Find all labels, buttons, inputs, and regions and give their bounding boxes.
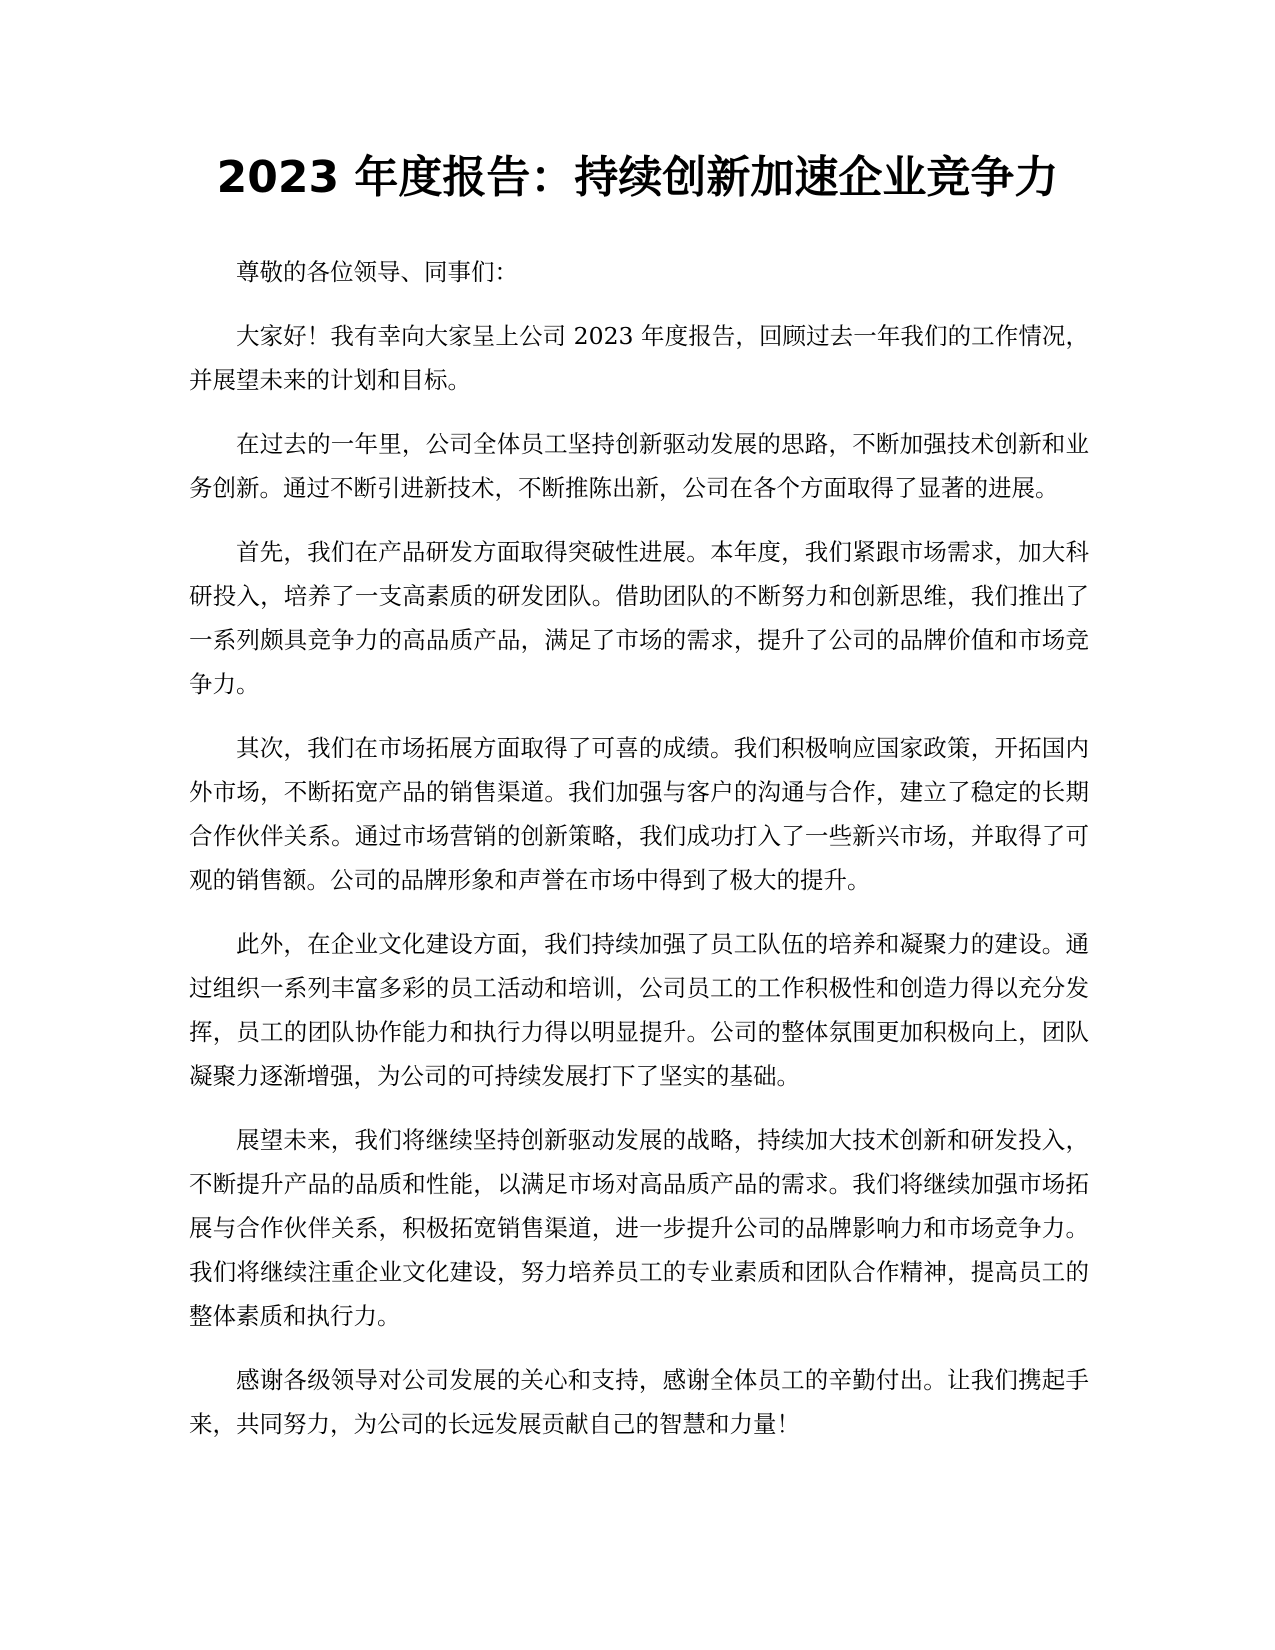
paragraph-overview: 在过去的一年里，公司全体员工坚持创新驱动发展的思路，不断加强技术创新和业务创新。通过不断引进新技术，不断推陈出新，公司在各个方面取得了显著的进展。	[189, 430, 1089, 502]
document-body	[189, 250, 1089, 1466]
paragraph-greeting: 大家好！我有幸向大家呈上公司 2023 年度报告，回顾过去一年我们的工作情况，并展望未来的计划和目标。	[189, 322, 1089, 394]
paragraph-market-expansion: 其次，我们在市场拓展方面取得了可喜的成绩。我们积极响应国家政策，开拓国内外市场，不断拓宽产品的销售渠道。我们加强与客户的沟通与合作，建立了稳定的长期合作伙伴关系。通过市场营销的创新策略，我们成功打入了一些新兴市场，并取得了可观的销售额。公司的品牌形象和声誉在市场中得到了极大的提升。	[189, 734, 1089, 894]
paragraph-salutation: 尊敬的各位领导、同事们：	[236, 258, 518, 286]
document-title: 2023 年度报告：持续创新加速企业竞争力	[216, 152, 1059, 203]
paragraph-outlook: 展望未来，我们将继续坚持创新驱动发展的战略，持续加大技术创新和研发投入，不断提升产品的品质和性能，以满足市场对高品质产品的需求。我们将继续加强市场拓展与合作伙伴关系，积极拓宽销售渠道，进一步提升公司的品牌影响力和市场竞争力。我们将继续注重企业文化建设，努力培养员工的专业素质和团队合作精神，提高员工的整体素质和执行力。	[189, 1126, 1089, 1330]
paragraph-thanks: 感谢各级领导对公司发展的关心和支持，感谢全体员工的辛勤付出。让我们携起手来，共同努力，为公司的长远发展贡献自己的智慧和力量！	[189, 1366, 1089, 1438]
paragraph-product-rd: 首先，我们在产品研发方面取得突破性进展。本年度，我们紧跟市场需求，加大科研投入，培养了一支高素质的研发团队。借助团队的不断努力和创新思维，我们推出了一系列颇具竞争力的高品质产品，满足了市场的需求，提升了公司的品牌价值和市场竞争力。	[189, 538, 1089, 698]
paragraph-corporate-culture: 此外，在企业文化建设方面，我们持续加强了员工队伍的培养和凝聚力的建设。通过组织一系列丰富多彩的员工活动和培训，公司员工的工作积极性和创造力得以充分发挥，员工的团队协作能力和执行力得以明显提升。公司的整体氛围更加积极向上，团队凝聚力逐渐增强，为公司的可持续发展打下了坚实的基础。	[189, 930, 1089, 1090]
